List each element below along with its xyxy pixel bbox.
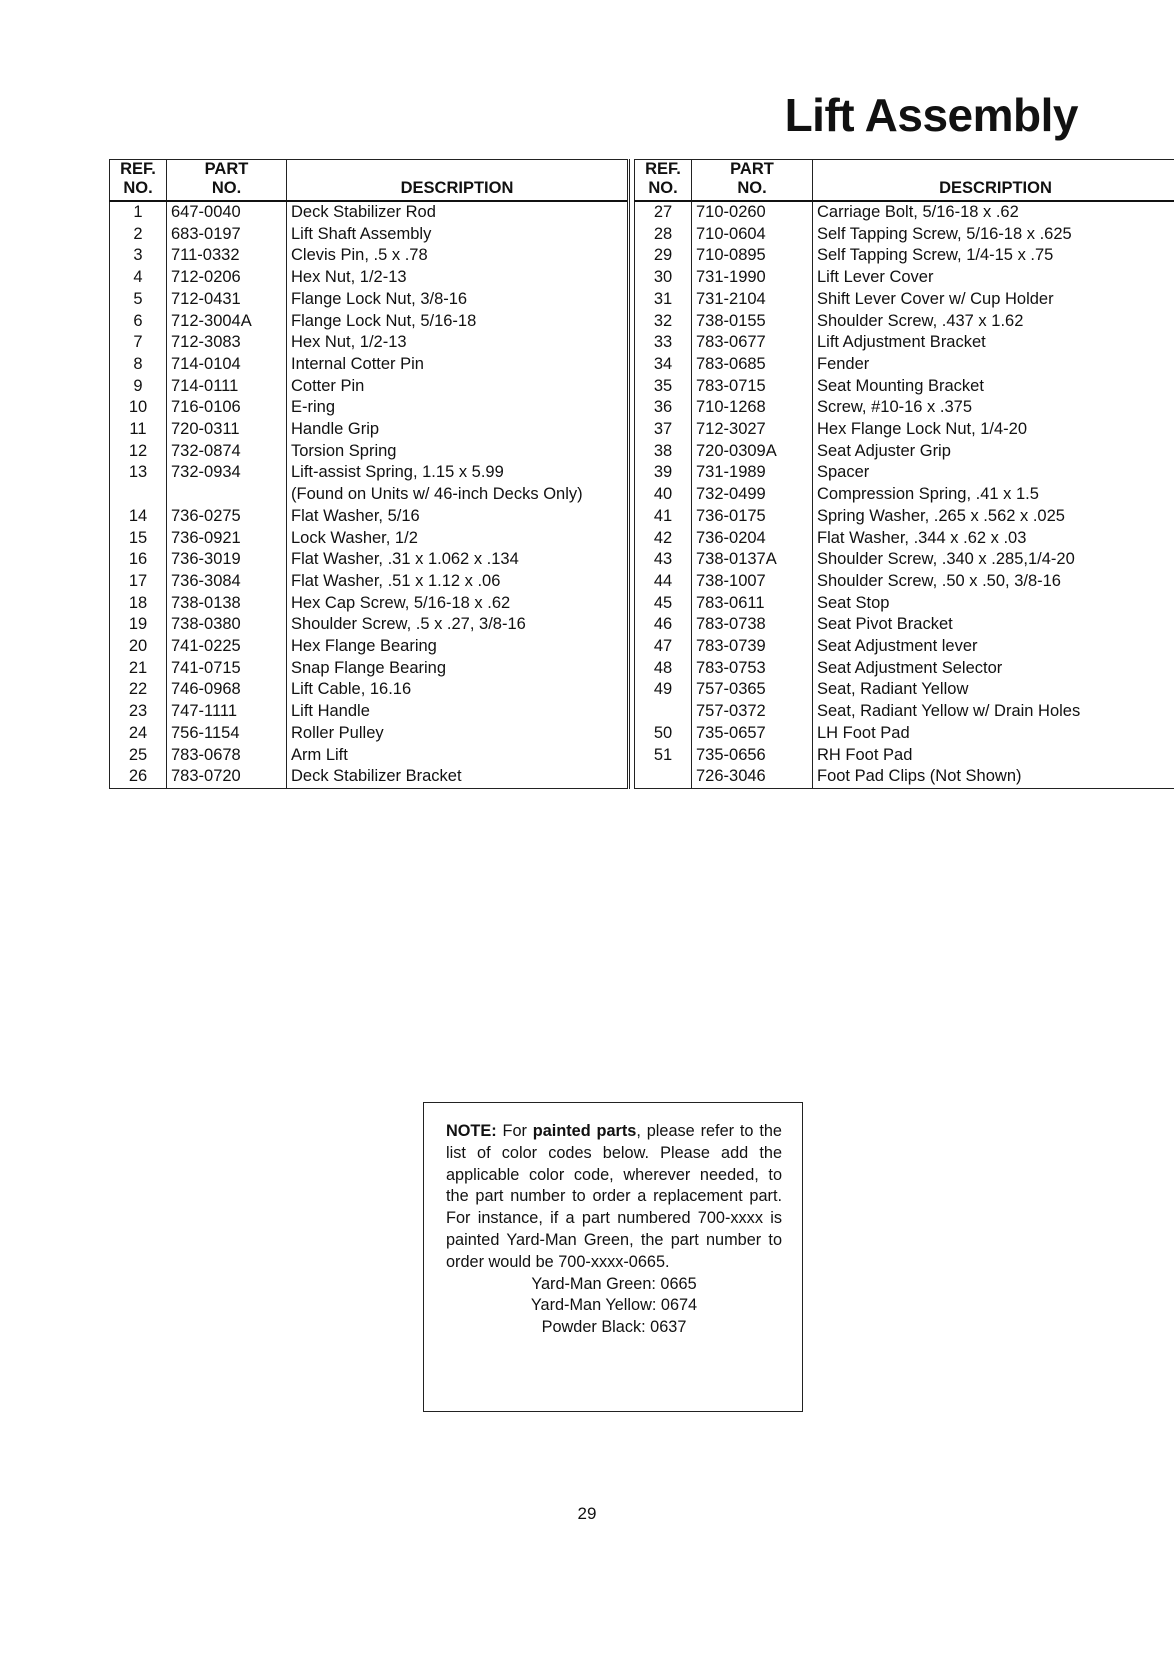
ref-number: 21 [110,658,167,680]
part-number: 738-0155 [692,311,813,333]
ref-number: 47 [635,636,692,658]
part-number: 712-0206 [167,267,287,289]
ref-number: 20 [110,636,167,658]
parts-table-right [634,159,1174,789]
part-number: 731-1990 [692,267,813,289]
part-description: Lift Adjustment Bracket [817,333,986,352]
part-description: Seat Adjuster Grip [817,441,951,460]
ref-number: 2 [110,224,167,246]
part-description: Seat Stop [817,593,890,612]
ref-number: 15 [110,528,167,550]
ref-number: 16 [110,549,167,571]
part-number: 735-0656 [692,745,813,767]
part-number: 726-3046 [692,766,813,788]
part-number: 736-0275 [167,506,287,528]
ref-number [110,484,167,506]
part-description: Seat Pivot Bracket [817,615,953,634]
part-number: 710-1268 [692,397,813,419]
ref-number: 23 [110,701,167,723]
part-description: Seat, Radiant Yellow w/ Drain Holes [817,702,1081,721]
part-description: Flat Washer, .31 x 1.062 x .134 [291,550,519,569]
part-number: 714-0104 [167,354,287,376]
part-description: Deck Stabilizer Rod [291,203,436,221]
table-row [635,636,1174,658]
part-number: 732-0874 [167,441,287,463]
ref-number: 24 [110,723,167,745]
part-number: 738-0380 [167,614,287,636]
part-number: 756-1154 [167,723,287,745]
ref-number: 6 [110,311,167,333]
part-number: 720-0309A [692,441,813,463]
part-description: Shift Lever Cover w/ Cup Holder [817,289,1054,308]
table-row [635,201,1174,224]
part-number: 712-3027 [692,419,813,441]
part-description: Cotter Pin [291,376,365,395]
table-row [635,766,1174,788]
part-description: Hex Cap Screw, 5/16-18 x .62 [291,593,511,612]
table-row [110,614,629,636]
part-description: Arm Lift [291,745,348,764]
ref-number: 10 [110,397,167,419]
part-number: 736-0204 [692,528,813,550]
part-number [167,484,287,506]
ref-number: 36 [635,397,692,419]
color-code: Yard-Man Yellow: 0674 [530,1296,698,1315]
table-row [110,267,629,289]
ref-number: 49 [635,679,692,701]
part-number: 783-0685 [692,354,813,376]
part-number: 783-0720 [167,766,287,788]
table-row [635,245,1174,267]
table-row [110,332,629,354]
table-row [110,397,629,419]
part-number: 736-0175 [692,506,813,528]
table-row [110,224,629,246]
part-number: 712-0431 [167,289,287,311]
table-row [635,679,1174,701]
description-header: DESCRIPTION [287,160,629,202]
table-row [635,267,1174,289]
part-number: 757-0365 [692,679,813,701]
color-code-list [446,1274,782,1339]
table-row [110,528,629,550]
part-description: Carriage Bolt, 5/16-18 x .62 [817,203,1019,221]
part-number: 736-3019 [167,549,287,571]
ref-number: 11 [110,419,167,441]
table-row [635,506,1174,528]
part-description: Lock Washer, 1/2 [291,528,418,547]
page-number: 29 [577,1504,597,1523]
part-number: 783-0678 [167,745,287,767]
part-no-header: PART NO. [692,160,813,202]
part-description: Roller Pulley [291,723,384,742]
table-row [110,723,629,745]
part-number: 731-1989 [692,462,813,484]
part-number: 712-3083 [167,332,287,354]
part-description: Foot Pad Clips (Not Shown) [817,767,1022,786]
table-row [635,441,1174,463]
part-description: Snap Flange Bearing [291,658,447,677]
part-description: Shoulder Screw, .50 x .50, 3/8-16 [817,571,1061,590]
ref-number: 25 [110,745,167,767]
part-description: Lift Handle [291,702,370,721]
part-description: LH Foot Pad [817,723,910,742]
table-row [110,376,629,398]
table-row [110,766,629,788]
part-description: Lift-assist Spring, 1.15 x 5.99 [291,463,504,482]
part-description: Handle Grip [291,420,380,439]
table-row [635,289,1174,311]
table-row [110,701,629,723]
table-row [635,571,1174,593]
part-description: RH Foot Pad [817,745,913,764]
ref-number: 1 [110,201,167,224]
ref-number [635,766,692,788]
ref-number: 45 [635,593,692,615]
part-number: 741-0715 [167,658,287,680]
part-number: 757-0372 [692,701,813,723]
note-text: NOTE: For painted parts, please refer to the list of color codes below. Please add the applicable color code, wherever needed, to the part number to order a replacement part. For instance, if a part numbered 700-xxxx is painted Yard-Man Green, the part number to order would be 700-xxxx-0665. [446,1122,782,1271]
ref-number: 32 [635,311,692,333]
part-description: Lift Cable, 16.16 [291,680,412,699]
table-row [110,289,629,311]
part-number: 720-0311 [167,419,287,441]
part-description: Shoulder Screw, .437 x 1.62 [817,311,1024,330]
ref-number: 48 [635,658,692,680]
part-no-header: PART NO. [167,160,287,202]
table-row [635,745,1174,767]
table-row [635,311,1174,333]
part-description: Hex Nut, 1/2-13 [291,333,407,352]
part-description: E-ring [291,398,336,417]
part-description: (Found on Units w/ 46-inch Decks Only) [291,485,583,504]
part-description: Flange Lock Nut, 3/8-16 [291,289,468,308]
part-number: 783-0753 [692,658,813,680]
ref-number: 51 [635,745,692,767]
part-description: Screw, #10-16 x .375 [817,398,973,417]
ref-number: 37 [635,419,692,441]
part-number: 683-0197 [167,224,287,246]
table-row [110,636,629,658]
part-description: Seat Adjustment Selector [817,658,1003,677]
part-description: Hex Flange Bearing [291,637,437,656]
part-number: 783-0715 [692,376,813,398]
ref-number: 9 [110,376,167,398]
parts-table-right-body [635,201,1174,788]
ref-number: 46 [635,614,692,636]
table-row [110,419,629,441]
part-description: Hex Flange Lock Nut, 1/4-20 [817,420,1028,439]
part-number: 731-2104 [692,289,813,311]
ref-number: 28 [635,224,692,246]
part-number: 711-0332 [167,245,287,267]
ref-number: 22 [110,679,167,701]
table-row [635,593,1174,615]
painted-parts-note [423,1102,803,1412]
ref-number: 18 [110,593,167,615]
part-description: Seat Mounting Bracket [817,376,984,395]
table-row [110,571,629,593]
part-number: 738-1007 [692,571,813,593]
ref-number: 43 [635,549,692,571]
ref-number: 50 [635,723,692,745]
part-description: Self Tapping Screw, 5/16-18 x .625 [817,224,1072,243]
part-description: Torsion Spring [291,441,397,460]
table-row [635,614,1174,636]
ref-number: 33 [635,332,692,354]
ref-number: 3 [110,245,167,267]
parts-table-left-body [110,201,629,788]
ref-number: 31 [635,289,692,311]
table-row [110,658,629,680]
table-row [635,549,1174,571]
part-description: Internal Cotter Pin [291,354,424,373]
part-description: Lift Shaft Assembly [291,224,432,243]
part-description: Self Tapping Screw, 1/4-15 x .75 [817,246,1054,265]
table-row [110,679,629,701]
part-description: Shoulder Screw, .340 x .285,1/4-20 [817,550,1075,569]
table-row [110,745,629,767]
table-row [110,354,629,376]
table-row [635,397,1174,419]
table-row [110,311,629,333]
part-description: Shoulder Screw, .5 x .27, 3/8-16 [291,615,526,634]
part-number: 783-0739 [692,636,813,658]
part-number: 783-0611 [692,593,813,615]
ref-number: 12 [110,441,167,463]
table-row [635,376,1174,398]
part-description: Spacer [817,463,870,482]
color-code: Yard-Man Green: 0665 [531,1274,697,1293]
ref-number: 39 [635,462,692,484]
part-description: Spring Washer, .265 x .562 x .025 [817,506,1065,525]
color-code: Powder Black: 0637 [541,1318,687,1337]
ref-number: 29 [635,245,692,267]
part-number: 783-0677 [692,332,813,354]
part-description: Seat Adjustment lever [817,637,978,656]
part-number: 714-0111 [167,376,287,398]
part-number: 736-3084 [167,571,287,593]
table-row [110,201,629,224]
part-number: 710-0895 [692,245,813,267]
part-description: Seat, Radiant Yellow [817,680,969,699]
part-description: Compression Spring, .41 x 1.5 [817,485,1039,504]
ref-number: 7 [110,332,167,354]
part-description: Clevis Pin, .5 x .78 [291,246,428,265]
part-number: 783-0738 [692,614,813,636]
parts-table-left [109,159,630,789]
table-row [635,484,1174,506]
ref-number: 40 [635,484,692,506]
ref-number: 44 [635,571,692,593]
part-number: 735-0657 [692,723,813,745]
table-row [110,593,629,615]
ref-no-header: REF. NO. [110,160,167,202]
part-description: Fender [817,354,870,373]
part-number: 647-0040 [167,201,287,224]
page-title: Lift Assembly [784,89,1078,141]
ref-number: 17 [110,571,167,593]
ref-number: 4 [110,267,167,289]
part-number: 710-0604 [692,224,813,246]
ref-number: 42 [635,528,692,550]
part-description: Flat Washer, .51 x 1.12 x .06 [291,571,501,590]
table-row [635,332,1174,354]
table-row [110,549,629,571]
part-number: 741-0225 [167,636,287,658]
part-description: Flat Washer, .344 x .62 x .03 [817,528,1027,547]
part-number: 732-0934 [167,462,287,484]
table-row [110,441,629,463]
ref-no-header: REF. NO. [635,160,692,202]
ref-number: 26 [110,766,167,788]
part-description: Deck Stabilizer Bracket [291,767,462,786]
table-row [635,224,1174,246]
part-number: 736-0921 [167,528,287,550]
table-row [635,658,1174,680]
table-row [110,462,629,484]
ref-number: 27 [635,201,692,224]
table-row [635,462,1174,484]
ref-number: 35 [635,376,692,398]
ref-number: 19 [110,614,167,636]
ref-number [635,701,692,723]
ref-number: 13 [110,462,167,484]
table-row [110,245,629,267]
ref-number: 5 [110,289,167,311]
part-number: 716-0106 [167,397,287,419]
ref-number: 34 [635,354,692,376]
part-number: 710-0260 [692,201,813,224]
table-row [110,506,629,528]
table-row [635,723,1174,745]
ref-number: 41 [635,506,692,528]
part-description: Flat Washer, 5/16 [291,506,420,525]
part-description: Flange Lock Nut, 5/16-18 [291,311,477,330]
ref-number: 8 [110,354,167,376]
table-row [635,528,1174,550]
part-number: 738-0138 [167,593,287,615]
part-number: 732-0499 [692,484,813,506]
part-description: Lift Lever Cover [817,268,934,287]
part-number: 747-1111 [167,701,287,723]
part-number: 712-3004A [167,311,287,333]
table-row [635,701,1174,723]
table-row [635,354,1174,376]
ref-number: 38 [635,441,692,463]
part-number: 738-0137A [692,549,813,571]
table-row [635,419,1174,441]
ref-number: 30 [635,267,692,289]
ref-number: 14 [110,506,167,528]
part-description: Hex Nut, 1/2-13 [291,268,407,287]
table-row [110,484,629,506]
part-number: 746-0968 [167,679,287,701]
description-header: DESCRIPTION [813,160,1174,202]
